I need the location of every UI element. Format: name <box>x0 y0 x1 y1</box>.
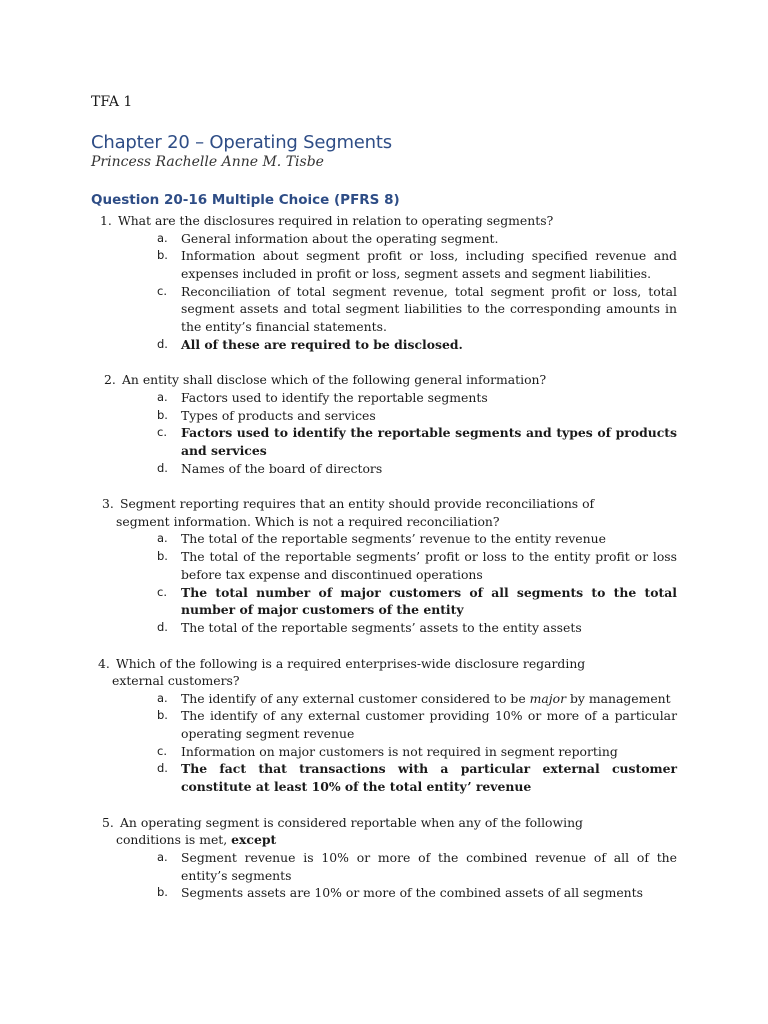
question-number: 1. <box>100 213 112 228</box>
choice-text-main: Segments assets are 10% or more of the combined assets of all segments <box>181 885 644 901</box>
choice-text-italic: major <box>529 690 567 706</box>
answer-choice <box>0 247 768 282</box>
choice-text-main: The identify of any external customer considered to be <box>181 690 530 706</box>
choice-letter: a. <box>157 531 168 546</box>
author-name: Princess Rachelle Anne M. Tisbe <box>91 154 324 170</box>
choice-letter: b. <box>157 407 168 422</box>
question-line: segment information. Which is not a required reconciliation? <box>116 513 500 529</box>
choice-text-main: Factors used to identify the reportable segments <box>181 389 488 405</box>
question-number: 3. <box>102 496 114 512</box>
choice-text <box>181 761 677 794</box>
answer-choice <box>0 884 768 902</box>
question-text <box>0 655 768 673</box>
choice-text <box>181 390 488 405</box>
question-number: 5. <box>102 814 114 830</box>
answer-choice <box>0 230 768 248</box>
question-2 <box>0 371 768 477</box>
choice-text <box>181 620 582 635</box>
choice-text-main: The fact that transactions with a particular external customer constitute at least 10% of the total entity’ revenue <box>181 761 677 795</box>
choice-text-main: The total of the reportable segments’ revenue to the entity revenue <box>181 531 606 547</box>
question-text <box>0 495 768 513</box>
question-text <box>0 814 768 832</box>
section-title: Question 20-16 Multiple Choice (PFRS 8) <box>91 192 400 208</box>
choice-text <box>181 461 382 476</box>
question-list <box>0 212 768 920</box>
answer-choice <box>0 548 768 583</box>
answer-choice <box>0 530 768 548</box>
question-1 <box>0 212 768 353</box>
question-line: external customers? <box>112 673 240 689</box>
answer-choice <box>0 460 768 478</box>
choice-text <box>181 531 606 546</box>
question-emphasis: except <box>231 832 277 848</box>
question-line: An entity shall disclose which of the following general information? <box>121 372 547 388</box>
choice-letter: d. <box>157 761 168 776</box>
question-line: Which of the following is a required enterprises-wide disclosure regarding <box>115 655 586 671</box>
question-text <box>0 212 768 230</box>
choice-text-main: The total of the reportable segments’ profit or loss to the entity profit or loss before tax expense and discontinued operations <box>181 549 677 582</box>
choice-list <box>0 849 768 902</box>
choice-text-main: Information on major customers is not required in segment reporting <box>181 743 618 759</box>
answer-choice <box>0 283 768 336</box>
choice-text <box>181 691 671 706</box>
answer-choice-correct <box>0 336 768 354</box>
choice-letter: b. <box>157 885 168 900</box>
question-number: 2. <box>104 372 116 388</box>
question-line: Segment reporting requires that an entity should provide reconciliations of <box>119 496 595 512</box>
choice-list <box>0 690 768 796</box>
choice-text <box>181 744 618 759</box>
question-4 <box>0 655 768 796</box>
question-text-continued <box>0 672 768 690</box>
choice-text <box>181 231 498 246</box>
choice-text <box>181 284 677 334</box>
choice-text <box>181 549 677 582</box>
question-3 <box>0 495 768 636</box>
choice-letter: a. <box>157 230 168 245</box>
answer-choice <box>0 690 768 708</box>
choice-text <box>181 885 643 900</box>
choice-letter: a. <box>157 690 168 705</box>
choice-text <box>181 337 463 352</box>
choice-letter: c. <box>157 283 167 298</box>
answer-choice <box>0 389 768 407</box>
choice-letter: b. <box>157 549 168 564</box>
answer-choice <box>0 707 768 742</box>
choice-list <box>0 530 768 636</box>
choice-letter: a. <box>157 389 168 404</box>
choice-text-main: Reconciliation of total segment revenue, total segment profit or loss, total segment assets and total segment liabilities to the corresponding amounts in the entity’s financial statements. <box>181 283 677 335</box>
chapter-title: Chapter 20 – Operating Segments <box>91 132 392 153</box>
choice-letter: b. <box>157 248 168 263</box>
question-text-continued <box>0 513 768 531</box>
answer-choice <box>0 743 768 761</box>
question-text-continued <box>0 831 768 849</box>
question-line: conditions is met, <box>116 832 232 848</box>
choice-letter: a. <box>157 849 168 864</box>
choice-text-main: Information about segment profit or loss, including specified revenue and expenses included in profit or loss, segment assets and segment liabilities. <box>181 248 677 281</box>
choice-letter: d. <box>157 619 168 634</box>
header-label: TFA 1 <box>91 94 133 110</box>
choice-list <box>0 230 768 354</box>
choice-text-main: The identify of any external customer providing 10% or more of a particular operating segment revenue <box>181 708 677 742</box>
answer-choice <box>0 407 768 425</box>
choice-letter: d. <box>157 336 168 351</box>
choice-text-main: Segment revenue is 10% or more of the combined revenue of all of the entity’s segments <box>181 849 677 883</box>
choice-text-main: Names of the board of directors <box>181 460 383 476</box>
question-5 <box>0 814 768 902</box>
question-line: An operating segment is considered reportable when any of the following <box>119 814 583 830</box>
answer-choice-correct <box>0 584 768 619</box>
choice-text <box>181 708 677 741</box>
question-text <box>0 371 768 389</box>
answer-choice-correct <box>0 424 768 459</box>
choice-letter: b. <box>157 708 168 723</box>
choice-list <box>0 389 768 478</box>
answer-choice-correct <box>0 760 768 795</box>
choice-text-main: Types of products and services <box>181 407 376 423</box>
choice-text-main: All of these are required to be disclosed. <box>181 336 463 352</box>
choice-letter: c. <box>157 743 167 758</box>
question-line: What are the disclosures required in relation to operating segments? <box>117 213 554 228</box>
choice-text-after: by management <box>566 690 671 706</box>
choice-text <box>181 408 376 423</box>
question-number: 4. <box>98 655 110 671</box>
choice-letter: c. <box>157 425 167 440</box>
choice-text-main: The total number of major customers of all segments to the total number of major customers of the entity <box>181 584 677 618</box>
answer-choice <box>0 619 768 637</box>
choice-text <box>181 850 677 883</box>
choice-text-main: General information about the operating segment. <box>181 230 499 246</box>
choice-text-main: Factors used to identify the reportable segments and types of products and services <box>181 425 677 459</box>
choice-text-main: The total of the reportable segments’ assets to the entity assets <box>181 619 582 635</box>
choice-text <box>181 248 677 281</box>
choice-letter: d. <box>157 460 168 475</box>
choice-text <box>181 585 677 618</box>
answer-choice <box>0 849 768 884</box>
choice-letter: c. <box>157 584 167 599</box>
choice-text <box>181 425 677 458</box>
